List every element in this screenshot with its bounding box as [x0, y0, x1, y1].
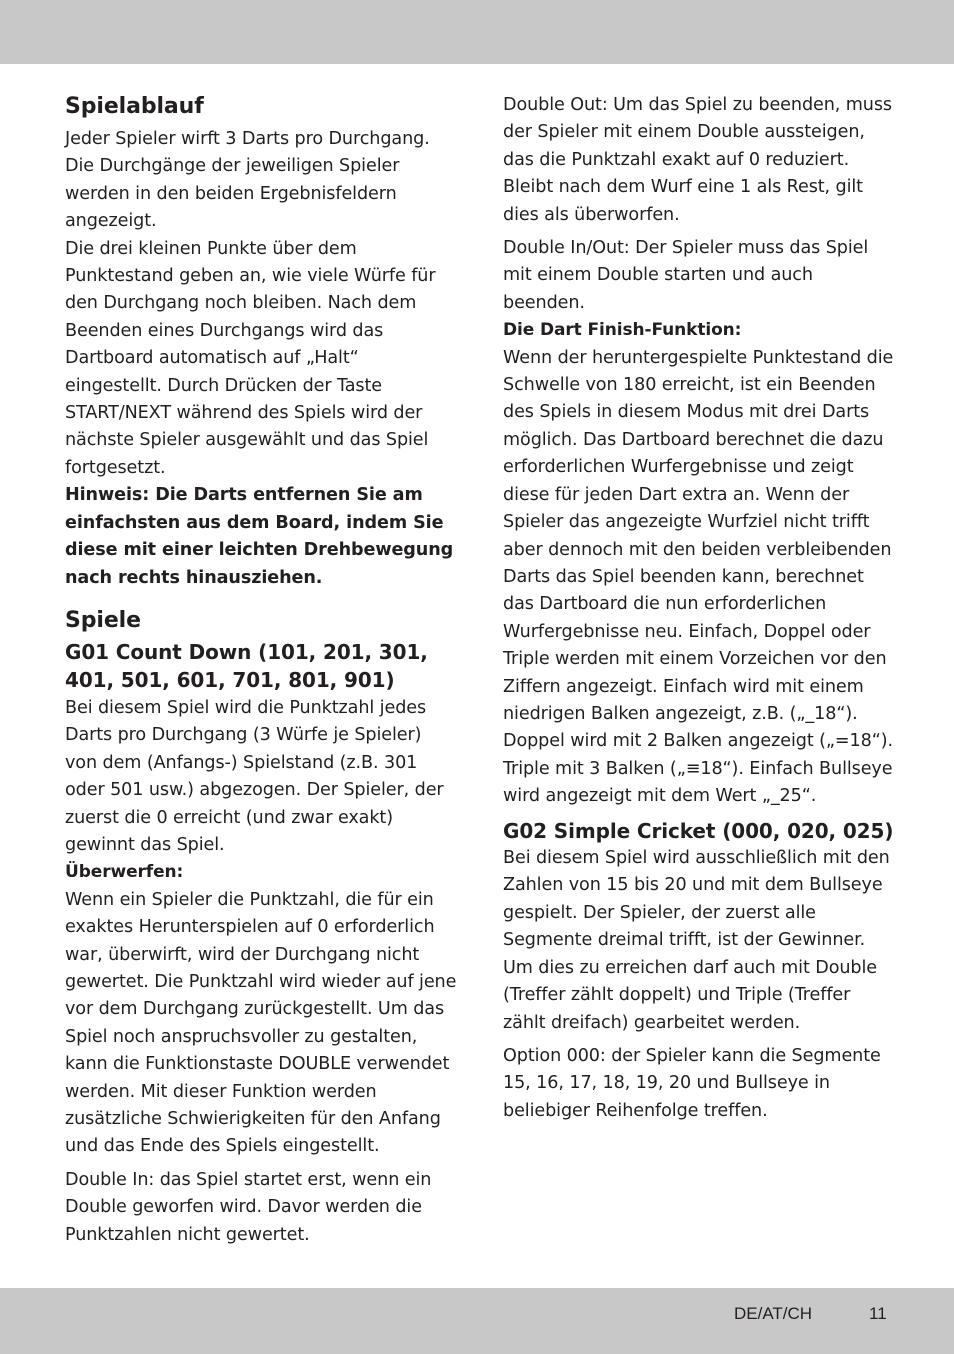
paragraph-double-in: Double In: das Spiel startet erst, wenn ein Double geworfen wird. Davor werden die Punktzahlen nicht gewertet.: [65, 1169, 432, 1245]
heading-finish-funktion: Die Dart Finish-Funktion:: [503, 320, 742, 341]
paragraph-g02: Bei diesem Spiel wird ausschließlich mit den Zahlen von 15 bis 20 und mit dem Bullseye gespielt. Der Spieler, der zuerst alle Segmente dreimal trifft, ist der Gewinner. Um dies zu erreichen darf auch mit Double (Treffer zählt doppelt) und Triple (Treffer zählt dreifach) gearbeitet werden.: [503, 848, 890, 1033]
paragraph-double-inout: Double In/Out: Der Spieler muss das Spiel mit einem Double starten und auch beenden.: [503, 238, 869, 313]
left-column: [65, 92, 457, 1249]
right-column: [503, 92, 895, 1125]
paragraph-option-000: Option 000: der Spieler kann die Segmente 15, 16, 17, 18, 19, 20 und Bullseye in beliebiger Reihenfolge treffen.: [503, 1045, 881, 1121]
paragraph-g01: Bei diesem Spiel wird die Punktzahl jedes Darts pro Durchgang (3 Würfe je Spieler) von dem (Anfangs-) Spielstand (z.B. 301 oder 501 usw.) abgezogen. Der Spieler, der zuerst die 0 erreicht (und zwar exakt) gewinnt das Spiel.: [65, 697, 444, 855]
heading-spiele: Spiele: [65, 607, 141, 633]
paragraph-durchgang: Jeder Spieler wirft 3 Darts pro Durchgang. Die Durchgänge der jeweiligen Spieler werden in den beiden Ergebnisfeldern angezeigt.: [65, 129, 430, 232]
paragraph-punkte: Die drei kleinen Punkte über dem Punktestand geben an, wie viele Würfe für den Durchgang noch bleiben. Nach dem Beenden eines Durchgangs wird das Dartboard automatisch auf „Halt“ eingestellt. Durch Drücken der Taste START/NEXT während des Spiels wird der nächste Spieler ausgewählt und das Spiel fortgesetzt.: [65, 238, 436, 478]
paragraph-finish: Wenn der heruntergespielte Punktestand die Schwelle von 180 erreicht, ist ein Beenden des Spiels in diesem Modus mit drei Darts möglich. Das Dartboard berechnet die dazu erforderlichen Wurfergebnisse und zeigt diese für jeden Dart extra an. Wenn der Spieler das angezeigte Wurfziel nicht trifft aber dennoch mit den beiden verbleibenden Darts das Spiel beenden kann, berechnet das Dartboard die nun erforderlichen Wurfergebnisse neu. Einfach, Doppel oder Triple werden mit einem Vorzeichen vor den Ziffern angezeigt. Einfach wird mit einem niedrigen Balken angezeigt, z.B. („_18“). Doppel wird mit 2 Balken angezeigt („=18“). Triple mit 3 Balken („≡18“). Einfach Bullseye wird angezeigt mit dem Wert „_25“.: [503, 347, 894, 807]
heading-g01: G01 Count Down (101, 201, 301, 401, 501, 601, 701, 801, 901): [65, 639, 428, 693]
page-number: 11: [869, 1304, 887, 1323]
header-bar: [0, 0, 954, 64]
paragraph-ueberwerfen: Wenn ein Spieler die Punktzahl, die für ein exaktes Herunterspielen auf 0 erforderlich war, überwirft, wird der Durchgang nicht gewertet. Die Punktzahl wird wieder auf jene vor dem Durchgang zurückgestellt. Um das Spiel noch anspruchsvoller zu gestalten, kann die Funktionstaste DOUBLE verwendet werden. Mit dieser Funktion werden zusätzliche Schwierigkeiten für den Anfang und das Ende des Spiels eingestellt.: [65, 889, 457, 1157]
heading-spielablauf: Spielablauf: [65, 94, 204, 119]
paragraph-double-out: Double Out: Um das Spiel zu beenden, muss der Spieler mit einem Double aussteigen, das die Punktzahl exakt auf 0 reduziert. Bleibt nach dem Wurf eine 1 als Rest, gilt dies als überworfen.: [503, 95, 892, 225]
footer-region-label: DE/AT/CH: [734, 1304, 813, 1323]
heading-g02: G02 Simple Cricket (000, 020, 025): [503, 818, 894, 843]
heading-ueberwerfen: Überwerfen:: [65, 862, 184, 883]
note-darts-entfernen: Hinweis: Die Darts entfernen Sie am einfachsten aus dem Board, indem Sie diese mit einer leichten Drehbewegung nach rechts hinausziehen.: [65, 485, 454, 588]
